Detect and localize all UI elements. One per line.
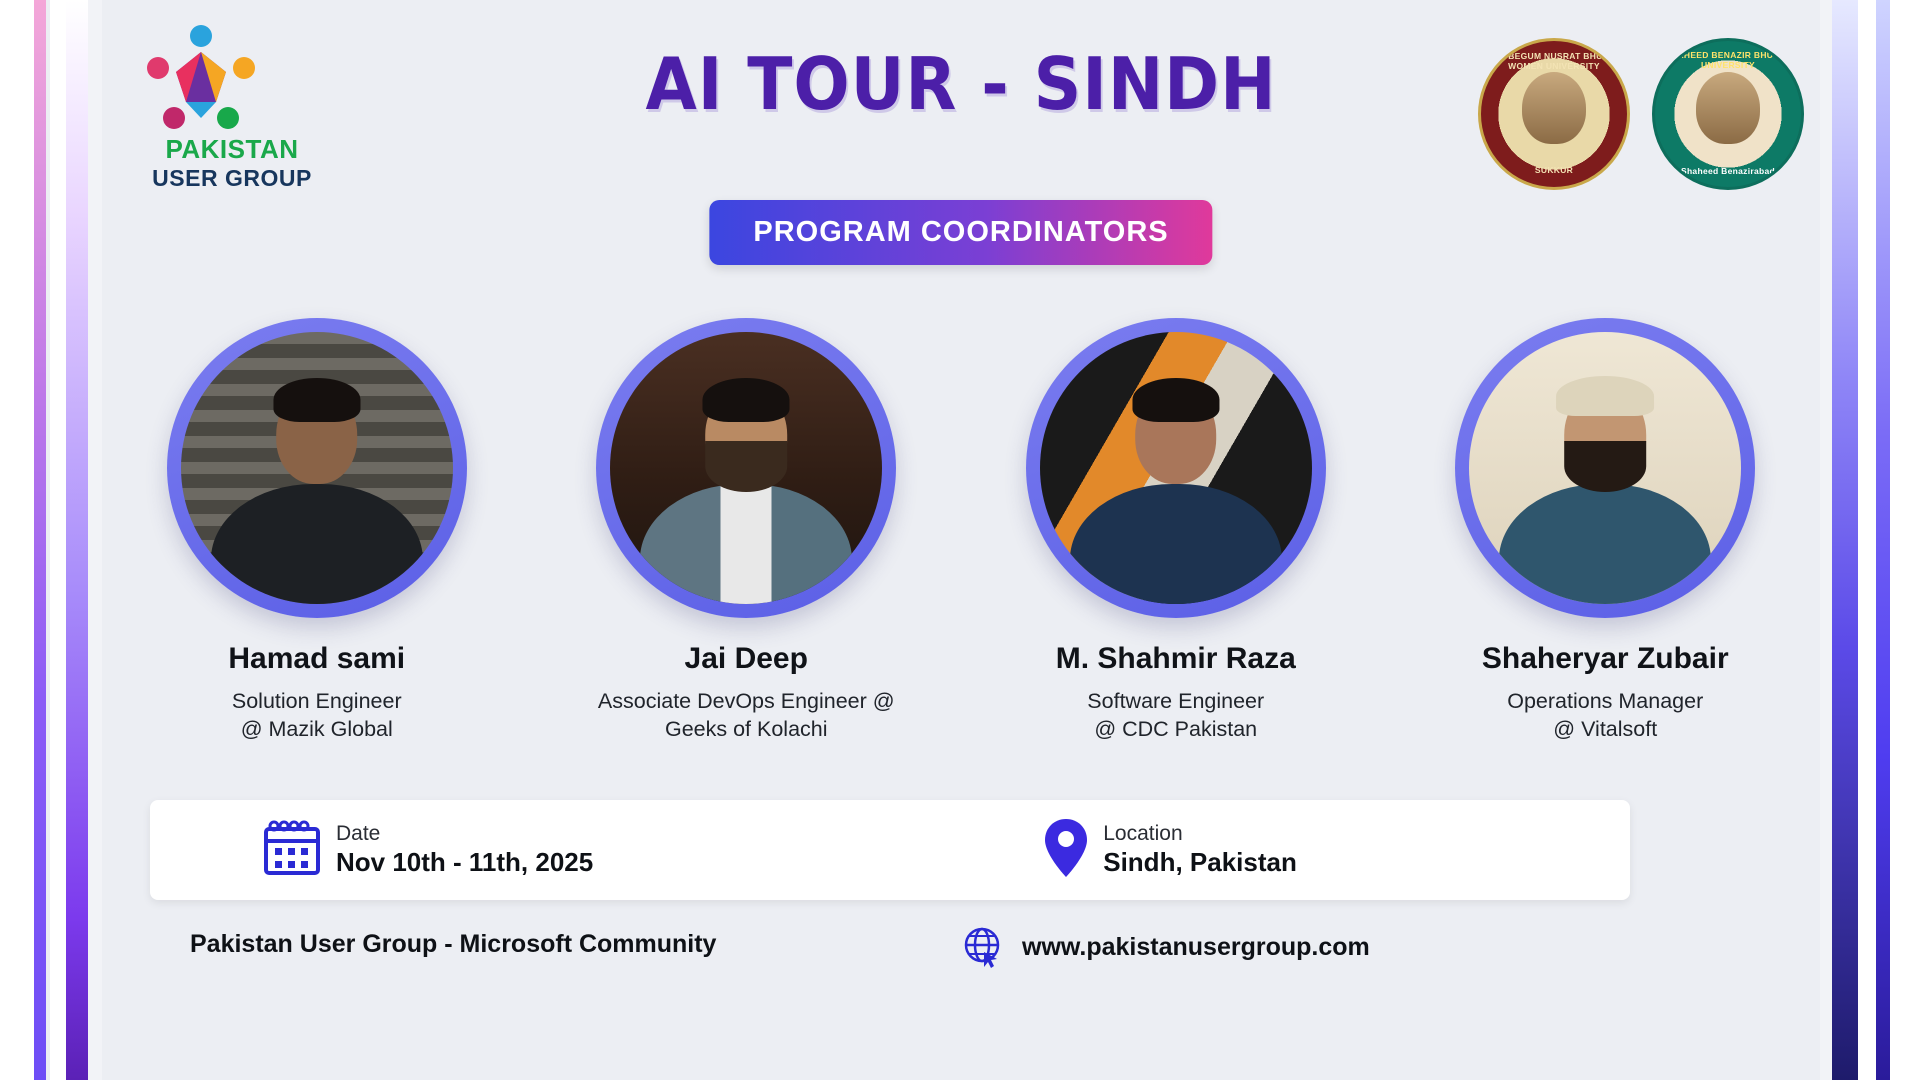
university-badges bbox=[1478, 38, 1804, 190]
logo-text-line2: USER GROUP bbox=[152, 165, 312, 191]
badge-top-text-1: THE BEGUM NUSRAT BHUTTO WOMEN UNIVERSITY bbox=[1487, 51, 1621, 71]
coordinator-role-line1: Associate DevOps Engineer @ bbox=[597, 689, 895, 713]
avatar bbox=[167, 318, 467, 618]
coordinator-role-line1: Software Engineer bbox=[1087, 689, 1265, 713]
left-border-strip-5 bbox=[88, 0, 102, 1080]
right-border-strip-3 bbox=[1858, 0, 1876, 1080]
footer-organization: Pakistan User Group - Microsoft Community bbox=[190, 930, 717, 958]
right-border-strip-5 bbox=[1820, 0, 1832, 1080]
badge-bottom-text-2: Shaheed Benazirabad bbox=[1680, 166, 1776, 176]
coordinator-card bbox=[566, 318, 926, 743]
coordinator-role-line1: Solution Engineer bbox=[231, 689, 402, 713]
right-border-strip-4 bbox=[1832, 0, 1858, 1080]
map-pin-icon bbox=[1043, 817, 1089, 884]
coordinator-role-line2: @ CDC Pakistan bbox=[1094, 716, 1258, 741]
event-info-bar bbox=[150, 800, 1630, 900]
avatar bbox=[1455, 318, 1755, 618]
footer-website-block[interactable] bbox=[962, 926, 1370, 968]
badge-top-text-2: SHAHEED BENAZIR BHUTTO UNIVERSITY bbox=[1665, 50, 1791, 70]
coordinator-role-line2: @ Mazik Global bbox=[240, 716, 393, 741]
avatar bbox=[1026, 318, 1326, 618]
coordinator-card bbox=[137, 318, 497, 743]
event-location-block bbox=[1043, 817, 1297, 884]
coordinator-role-line1: Operations Manager bbox=[1507, 689, 1704, 713]
calendar-icon bbox=[262, 819, 322, 882]
poster-content bbox=[102, 0, 1820, 1080]
date-label: Date bbox=[336, 821, 381, 845]
avatar bbox=[596, 318, 896, 618]
right-border-strip-2 bbox=[1876, 0, 1890, 1080]
coordinator-card bbox=[996, 318, 1356, 743]
begum-nusrat-bhutto-women-university-badge bbox=[1478, 38, 1630, 190]
coordinator-role-line2: Geeks of Kolachi bbox=[664, 716, 828, 741]
coordinator-card bbox=[1425, 318, 1785, 743]
location-label: Location bbox=[1103, 821, 1183, 845]
program-coordinators-pill: PROGRAM COORDINATORS bbox=[709, 200, 1212, 265]
page-title: AI TOUR - SINDH bbox=[645, 42, 1277, 126]
coordinator-name: Shaheryar Zubair bbox=[1481, 642, 1729, 675]
badge-portrait-icon-1 bbox=[1522, 72, 1586, 144]
date-value: Nov 10th - 11th, 2025 bbox=[336, 846, 594, 877]
left-border-strip-2 bbox=[34, 0, 46, 1080]
badge-bottom-text-1: SUKKUR bbox=[1534, 165, 1574, 175]
location-value: Sindh, Pakistan bbox=[1103, 846, 1297, 877]
right-border-strip-1 bbox=[1890, 0, 1920, 1080]
shaheed-benazir-bhutto-university-badge bbox=[1652, 38, 1804, 190]
globe-icon bbox=[962, 926, 1004, 968]
footer bbox=[102, 920, 1820, 990]
logo-text-line1: PAKISTAN bbox=[165, 134, 299, 164]
coordinator-name: Hamad sami bbox=[228, 642, 406, 675]
coordinator-name: Jai Deep bbox=[684, 642, 808, 675]
left-border-strip-3 bbox=[50, 0, 66, 1080]
left-border-strip-4 bbox=[66, 0, 88, 1080]
left-border-strip-1 bbox=[0, 0, 34, 1080]
footer-website-url[interactable]: www.pakistanusergroup.com bbox=[1022, 932, 1370, 961]
coordinator-name: M. Shahmir Raza bbox=[1055, 642, 1296, 675]
event-date-block bbox=[262, 819, 593, 882]
badge-portrait-icon-2 bbox=[1696, 72, 1760, 144]
coordinator-role-line2: @ Vitalsoft bbox=[1553, 716, 1658, 741]
coordinators-list bbox=[102, 318, 1820, 743]
